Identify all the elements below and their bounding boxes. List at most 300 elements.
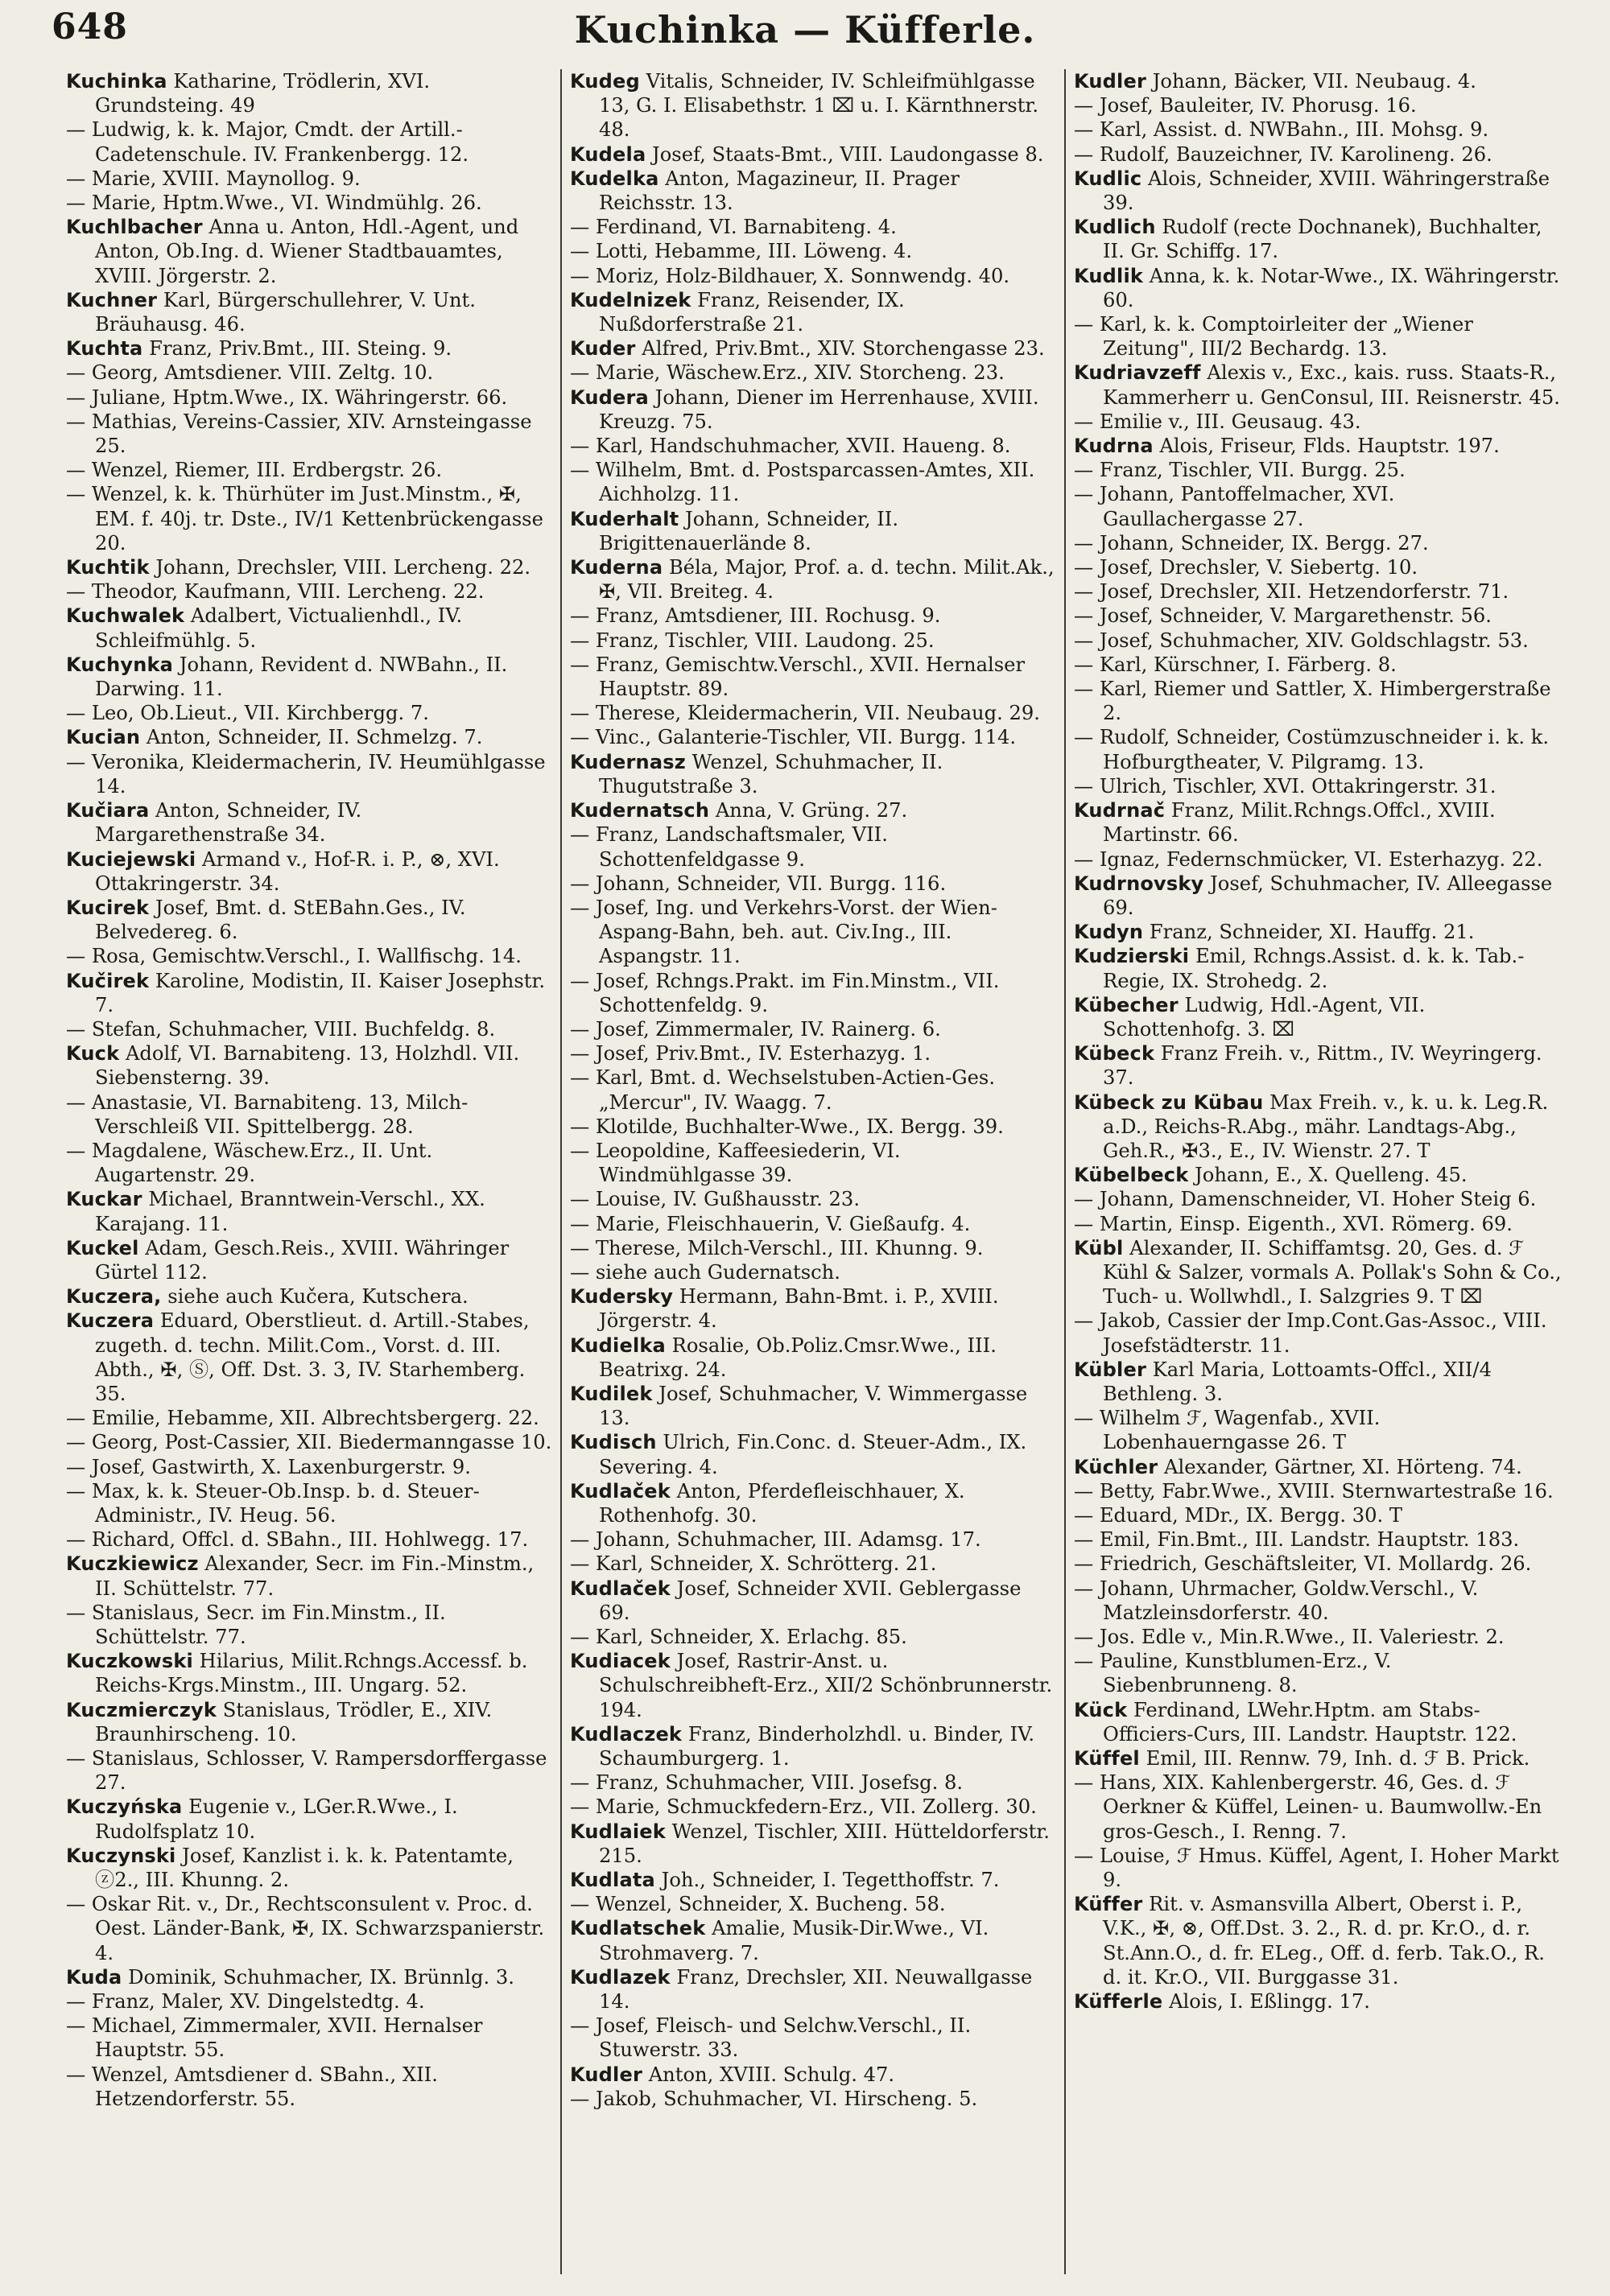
entry-surname: Kuckar (66, 1188, 142, 1211)
entry-details: Rosalie, Ob.Poliz.Cmsr.Wwe., III. Beatrixg. 24. (599, 1333, 997, 1381)
entry-surname: Kübelbeck (1074, 1164, 1189, 1187)
directory-entry (570, 142, 1056, 167)
directory-entry (1074, 93, 1562, 117)
directory-entry (66, 1795, 552, 1843)
directory-entry (66, 336, 552, 361)
directory-entry (66, 1090, 552, 1139)
page-number: 648 (52, 6, 128, 47)
entry-surname: Kuchta (66, 337, 143, 361)
entry-details: Wenzel, Schuhmacher, II. Thugutstraße 3. (599, 750, 943, 798)
entry-details: Anton, Pferdefleischhauer, X. Rothenhofg. 30. (599, 1479, 965, 1527)
entry-surname: Kudyn (1074, 921, 1144, 944)
entry-details: Ulrich, Fin.Conc. d. Steuer-Adm., IX. Severing. 4. (599, 1431, 1027, 1478)
directory-entry (66, 969, 552, 1017)
directory-entry (1074, 1187, 1562, 1211)
entry-details: — Marie, Schmuckfedern-Erz., VII. Zollerg. 30. (570, 1795, 1037, 1819)
directory-entry (570, 264, 1056, 288)
entry-details: Ferdinand, LWehr.Hptm. am Stabs-Officiers-Curs, III. Landstr. Hauptstr. 122. (1103, 1698, 1517, 1746)
entry-details: — Juliane, Hptm.Wwe., IX. Währingerstr. 66. (66, 385, 508, 409)
entry-details: — Friedrich, Geschäftsleiter, VI. Mollardg. 26. (1074, 1552, 1532, 1576)
entry-details: Joh., Schneider, I. Tegetthoffstr. 7. (661, 1869, 1000, 1892)
entry-details: — Leo, Ob.Lieut., VII. Kirchbergg. 7. (66, 702, 429, 725)
directory-entry (1074, 117, 1562, 142)
entry-details: — Louise, ℱ Hmus. Küffel, Agent, I. Hoher Markt 9. (1074, 1844, 1559, 1892)
directory-entry (1074, 1479, 1562, 1503)
entry-details: — Pauline, Kunstblumen-Erz., V. Siebenbrunneng. 8. (1074, 1650, 1392, 1697)
page-header: Kuchinka — Küfferle. (574, 8, 1036, 52)
directory-entry (66, 1989, 552, 2014)
entry-details: Adolf, VI. Barnabiteng. 13, Holzhdl. VII. Siebensterng. 39. (95, 1042, 520, 1090)
directory-entry (570, 822, 1056, 871)
directory-entry (570, 288, 1056, 336)
directory-entry (1074, 653, 1562, 677)
entry-details: — Karl, Handschuhmacher, XVII. Haueng. 8. (570, 435, 1011, 458)
directory-entry (66, 1139, 552, 1187)
entry-surname: Kudler (570, 2063, 642, 2086)
directory-entry (570, 239, 1056, 263)
entry-details: — Anastasie, VI. Barnabiteng. 13, Milch-Verschleiß VII. Spittelbergg. 28. (66, 1090, 469, 1138)
directory-entry (570, 1212, 1056, 1236)
directory-entry (570, 2087, 1056, 2111)
entry-details: — Karl, Bmt. d. Wechselstuben-Actien-Ges. „Mercur", IV. Waagg. 7. (570, 1066, 996, 1114)
directory-entry (570, 1284, 1056, 1333)
entry-details: Karl, Bürgerschullehrer, V. Unt. Bräuhausg. 46. (95, 288, 476, 336)
directory-entry (1074, 1041, 1562, 1090)
directory-entry (1074, 604, 1562, 628)
entry-details: — Wenzel, k. k. Thürhüter im Just.Minstm., ✠, EM. f. 40j. tr. Dste., IV/1 Kettenbrückengasse 20. (66, 483, 543, 554)
entry-details: — Moriz, Holz-Bildhauer, X. Sonnwendg. 40. (570, 264, 1010, 287)
entry-surname: Kudlik (1074, 264, 1144, 287)
entry-details: — Marie, Hptm.Wwe., VI. Windmühlg. 26. (66, 192, 482, 215)
directory-entry (66, 1017, 552, 1041)
directory-entry (1074, 1455, 1562, 1479)
entry-details: Hilarius, Milit.Rchngs.Accessf. b. Reichs-Krgs.Minstm., III. Ungarg. 52. (95, 1650, 528, 1697)
directory-entry (66, 288, 552, 336)
directory-entry (570, 725, 1056, 749)
directory-entry (66, 750, 552, 798)
directory-entry (66, 944, 552, 968)
directory-entry (1074, 1844, 1562, 1892)
entry-details: Josef, Kanzlist i. k. k. Patentamte, ⓩ2., III. Khunng. 2. (95, 1844, 514, 1892)
entry-surname: Kübecher (1074, 993, 1179, 1016)
directory-entry (66, 482, 552, 555)
directory-entry (66, 1406, 552, 1430)
entry-details: Alois, I. Eßlingg. 17. (1169, 1990, 1370, 2014)
directory-entry (1074, 1358, 1562, 1406)
directory-entry (1074, 215, 1562, 263)
entry-surname: Kuderna (570, 556, 663, 579)
entry-surname: Kudlaček (570, 1577, 671, 1600)
entry-surname: Kudelnizek (570, 288, 691, 311)
directory-entry (570, 1139, 1056, 1187)
directory-entry (1074, 920, 1562, 944)
directory-entry (1074, 1989, 1562, 2014)
directory-entry (66, 215, 552, 288)
entry-surname: Kübeck zu Kübau (1074, 1090, 1264, 1114)
entry-details: Alexander, Gärtner, XI. Hörteng. 74. (1164, 1455, 1522, 1478)
entry-details: — Johann, Damenschneider, VI. Hoher Steig 6. (1074, 1188, 1537, 1211)
entry-surname: Kuciejewski (66, 847, 196, 871)
directory-entry (66, 1236, 552, 1284)
entry-details: — Richard, Offcl. d. SBahn., III. Hohlwegg. 17. (66, 1528, 529, 1552)
entry-surname: Kück (1074, 1698, 1128, 1721)
entry-surname: Kuderhalt (570, 507, 679, 530)
directory-entry (570, 1382, 1056, 1430)
directory-entry (66, 458, 552, 482)
entry-surname: Kübler (1074, 1358, 1146, 1381)
directory-entry (570, 1333, 1056, 1382)
directory-entry (66, 1746, 552, 1795)
entry-surname: Kucirek (66, 896, 150, 919)
directory-entry (66, 701, 552, 725)
entry-details: Alois, Schneider, XVIII. Währingerstraße 39. (1103, 167, 1550, 215)
entry-details: — Ulrich, Tischler, XVI. Ottakringerstr. 31. (1074, 774, 1496, 798)
directory-entry (66, 1844, 552, 1892)
entry-details: — Josef, Ing. und Verkehrs-Vorst. der Wien-Aspang-Bahn, beh. aut. Civ.Ing., III. Aspangstr. 11. (570, 896, 997, 968)
directory-entry (1074, 1625, 1562, 1649)
directory-entry (1074, 1577, 1562, 1625)
directory-entry (570, 604, 1056, 628)
directory-entry (1074, 677, 1562, 725)
entry-surname: Kuckel (66, 1236, 139, 1259)
entry-details: Michael, Branntwein-Verschl., XX. Karajang. 11. (95, 1188, 485, 1235)
directory-entry (570, 507, 1056, 555)
entry-details: — Emilie v., III. Geusaug. 43. (1074, 410, 1361, 433)
entry-details: Franz, Priv.Bmt., III. Steing. 9. (149, 337, 452, 361)
directory-entry (1074, 1770, 1562, 1844)
directory-entry (570, 2063, 1056, 2087)
entry-details: — Klotilde, Buchhalter-Wwe., IX. Bergg. 39. (570, 1115, 1004, 1138)
entry-details: — Franz, Amtsdiener, III. Rochusg. 9. (570, 604, 941, 628)
entry-surname: Kuczkiewicz (66, 1552, 199, 1576)
entry-details: — Karl, k. k. Comptoirleiter der „Wiener Zeitung", III/2 Bechardg. 13. (1074, 313, 1473, 361)
entry-details: — Franz, Schuhmacher, VIII. Josefsg. 8. (570, 1771, 964, 1795)
directory-entry (570, 1770, 1056, 1795)
entry-surname: Kuda (66, 1965, 122, 1989)
entry-surname: Kučirek (66, 969, 150, 992)
directory-entry (1074, 167, 1562, 215)
entry-details: — Magdalene, Wäschew.Erz., II. Unt. Augartenstr. 29. (66, 1139, 433, 1187)
directory-entry (570, 1115, 1056, 1139)
directory-entry (66, 410, 552, 458)
directory-entry (570, 750, 1056, 798)
directory-entry (570, 629, 1056, 653)
entry-details: — Jos. Edle v., Min.R.Wwe., II. Valeriestr. 2. (1074, 1626, 1505, 1648)
entry-details: — Max, k. k. Steuer-Ob.Insp. b. d. Steuer-Administr., IV. Heug. 56. (66, 1479, 480, 1527)
directory-entry (66, 2014, 552, 2062)
directory-entry (570, 434, 1056, 458)
directory-entry (570, 458, 1056, 506)
entry-details: — Rosa, Gemischtw.Verschl., I. Wallfischg. 14. (66, 945, 522, 968)
entry-details: Johann, Schneider, II. Brigittenauerlände 8. (599, 507, 899, 554)
directory-entry (1074, 1090, 1562, 1164)
entry-details: Alois, Friseur, Flds. Hauptstr. 197. (1159, 435, 1500, 458)
directory-entry (1074, 1212, 1562, 1236)
entry-surname: Kudriavzeff (1074, 361, 1201, 385)
entry-surname: Kudlic (1074, 167, 1142, 190)
entry-details: Franz Freih. v., Rittm., IV. Weyringerg. 37. (1103, 1042, 1542, 1090)
entry-surname: Kudrnovsky (1074, 872, 1204, 895)
entry-details: — Karl, Schneider, X. Erlachg. 85. (570, 1626, 907, 1648)
directory-entry (570, 1041, 1056, 1066)
entry-details: — siehe auch Gudernatsch. (570, 1260, 840, 1284)
entry-details: Anna, k. k. Notar-Wwe., IX. Währingerstr. 60. (1103, 264, 1560, 311)
directory-entry (66, 798, 552, 847)
entry-details: Franz, Reisender, IX. Nußdorferstraße 21. (599, 288, 905, 336)
entry-surname: Kuczmierczyk (66, 1698, 217, 1721)
directory-entry (1074, 725, 1562, 773)
entry-details: — Lotti, Hebamme, III. Löweng. 4. (570, 240, 913, 263)
directory-entry (66, 1601, 552, 1649)
directory-entry (570, 1965, 1056, 2014)
directory-entry (570, 1430, 1056, 1478)
directory-entry (1074, 1406, 1562, 1454)
entry-details: Emil, Rchngs.Assist. d. k. k. Tab.-Regie, IX. Strohedg. 2. (1103, 945, 1525, 992)
directory-entry (570, 872, 1056, 896)
directory-entry (66, 1041, 552, 1090)
entry-details: — Martin, Einsp. Eigenth., XVI. Römerg. 69. (1074, 1212, 1513, 1235)
entry-surname: Kuczynski (66, 1844, 176, 1867)
entry-surname: Kudisch (570, 1431, 657, 1454)
directory-entry (66, 1430, 552, 1454)
directory-entry (1074, 1527, 1562, 1552)
entry-details: Katharine, Trödlerin, XVI. Grundsteing. 49 (95, 70, 431, 117)
entry-surname: Küffer (1074, 1893, 1143, 1916)
entry-details: — Stefan, Schuhmacher, VIII. Buchfeldg. 8. (66, 1017, 496, 1041)
entry-details: Anna u. Anton, Hdl.-Agent, und Anton, Ob.Ing. d. Wiener Stadtbauamtes, XVIII. Jörgerstr. 2. (95, 216, 519, 287)
directory-entry (1074, 774, 1562, 798)
entry-details: Armand v., Hof-R. i. P., ⊗, XVI. Ottakringerstr. 34. (95, 847, 500, 895)
entry-surname: Kuchinka (66, 70, 167, 93)
entry-surname: Kübeck (1074, 1042, 1155, 1066)
entry-details: Vitalis, Schneider, IV. Schleifmühlgasse 13, G. I. Elisabethstr. 1 ⌧ u. I. Kärnthnerstr. 48. (599, 70, 1039, 142)
entry-details: Max Freih. v., k. u. k. Leg.R. a.D., Reichs-R.Abg., mähr. Landtags-Abg., Geh.R., ✠3., E., IV. Wienstr. 27. T (1103, 1090, 1549, 1162)
directory-entry (66, 191, 552, 215)
directory-entry (66, 2063, 552, 2111)
entry-details: Ludwig, Hdl.-Agent, VII. Schottenhofg. 3. ⌧ (1103, 993, 1426, 1041)
directory-entry (66, 579, 552, 604)
entry-details: — Johann, Schneider, VII. Burgg. 116. (570, 872, 947, 895)
entry-surname: Kuck (66, 1042, 120, 1066)
entry-details: — Ignaz, Federnschmücker, VI. Esterhazyg. 22. (1074, 847, 1543, 871)
entry-details: Alexander, II. Schiffamtsg. 20, Ges. d. ℱ Kühl & Salzer, vormals A. Pollak's Sohn & Co., Tuch- u. Wollwhdl., I. Salzgries 9. T ⌧ (1103, 1236, 1562, 1309)
entry-details: — Emilie, Hebamme, XII. Albrechtsbergerg. 22. (66, 1407, 539, 1430)
directory-entry (66, 1892, 552, 1965)
entry-details: — Leopoldine, Kaffeesiederin, VI. Windmühlgasse 39. (570, 1139, 901, 1187)
entry-details: — Karl, Riemer und Sattler, X. Himbergerstraße 2. (1074, 678, 1551, 725)
entry-details: — Georg, Amtsdiener. VIII. Zeltg. 10. (66, 361, 434, 385)
directory-entry (1074, 555, 1562, 579)
directory-entry (1074, 629, 1562, 653)
entry-details: Franz, Schneider, XI. Hauffg. 21. (1149, 921, 1475, 944)
entry-details: Alexander, Secr. im Fin.-Minstm., II. Schüttelstr. 77. (95, 1552, 535, 1600)
directory-entry (1074, 410, 1562, 434)
entry-surname: Kudzierski (1074, 945, 1190, 968)
directory-entry (66, 1649, 552, 1697)
entry-details: — Stanislaus, Secr. im Fin.Minstm., II. Schüttelstr. 77. (66, 1601, 446, 1648)
entry-details: Karl Maria, Lottoamts-Offcl., XII/4 Bethleng. 3. (1103, 1358, 1492, 1405)
directory-entry (1074, 458, 1562, 482)
directory-entry (1074, 944, 1562, 992)
directory-entry (66, 361, 552, 385)
entry-details: — Rudolf, Bauzeichner, IV. Karolineng. 26. (1074, 142, 1492, 166)
entry-surname: Kuchynka (66, 653, 174, 676)
entry-surname: Kudernasz (570, 750, 686, 773)
directory-entry (570, 701, 1056, 725)
entry-details: — Josef, Priv.Bmt., IV. Esterhazyg. 1. (570, 1042, 931, 1066)
entry-details: — Josef, Rchngs.Prakt. im Fin.Minstm., VII. Schottenfeldg. 9. (570, 969, 1000, 1016)
entry-surname: Kudrna (1074, 435, 1154, 458)
entry-details: Wenzel, Tischler, XIII. Hütteldorferstr. 215. (599, 1820, 1050, 1867)
directory-entry (1074, 1746, 1562, 1770)
entry-details: — Veronika, Kleidermacherin, IV. Heumühlgasse 14. (66, 750, 546, 798)
entry-details: Hermann, Bahn-Bmt. i. P., XVIII. Jörgerstr. 4. (599, 1285, 999, 1333)
entry-surname: Kudielka (570, 1333, 666, 1357)
entry-surname: Kuczera, (66, 1285, 162, 1309)
directory-entry (1074, 434, 1562, 458)
entry-details: — Therese, Milch-Verschl., III. Khunng. 9. (570, 1236, 984, 1259)
entry-details: — Wenzel, Schneider, X. Bucheng. 58. (570, 1893, 946, 1916)
directory-entry (1074, 847, 1562, 872)
entry-surname: Kudrnač (1074, 799, 1166, 822)
entry-details: Alfred, Priv.Bmt., XIV. Storchengasse 23. (642, 337, 1045, 361)
directory-entry (1074, 579, 1562, 604)
entry-surname: Kuchner (66, 288, 158, 311)
directory-entry (66, 1479, 552, 1527)
directory-entry (570, 969, 1056, 1017)
entry-surname: Küfferle (1074, 1990, 1163, 2014)
entry-surname: Kuczkowski (66, 1650, 193, 1673)
entry-details: — Josef, Drechsler, XII. Hetzendorferstr. 71. (1074, 580, 1509, 604)
entry-surname: Kudlaiek (570, 1820, 666, 1843)
directory-entry (66, 1527, 552, 1552)
entry-details: — Wenzel, Riemer, III. Erdbergstr. 26. (66, 459, 443, 482)
directory-entry (66, 604, 552, 652)
entry-surname: Kübl (1074, 1236, 1124, 1259)
directory-entry (66, 1552, 552, 1600)
directory-entry (570, 167, 1056, 215)
directory-entry (1074, 69, 1562, 93)
entry-surname: Kudiacek (570, 1650, 671, 1673)
entry-surname: Kudlazek (570, 1965, 671, 1989)
directory-entry (66, 725, 552, 749)
entry-surname: Kudera (570, 385, 649, 409)
entry-surname: Kudeg (570, 70, 640, 93)
entry-surname: Kudlich (1074, 216, 1156, 239)
entry-surname: Kuczyńska (66, 1795, 183, 1819)
entry-surname: Kuchwalek (66, 604, 185, 628)
entry-details: Adam, Gesch.Reis., XVIII. Währinger Gürtel 112. (95, 1236, 510, 1284)
entry-details: — Betty, Fabr.Wwe., XVIII. Sternwartestraße 16. (1074, 1479, 1554, 1502)
entry-details: Josef, Staats-Bmt., VIII. Laudongasse 8. (652, 142, 1044, 166)
entry-details: Stanislaus, Trödler, E., XIV. Braunhirscheng. 10. (95, 1698, 493, 1746)
entry-surname: Kudela (570, 142, 646, 166)
entry-details: Anton, Schneider, II. Schmelzg. 7. (146, 726, 483, 749)
directory-entry (570, 1820, 1056, 1868)
entry-details: — Stanislaus, Schlosser, V. Rampersdorffergasse 27. (66, 1747, 547, 1795)
directory-entry (1074, 312, 1562, 361)
entry-details: — Georg, Post-Cassier, XII. Biedermanngasse 10. (66, 1431, 552, 1454)
entry-details: — Karl, Assist. d. NWBahn., III. Mohsg. 9. (1074, 118, 1489, 142)
entry-details: Amalie, Musik-Dir.Wwe., VI. Strohmaverg. 7. (599, 1917, 989, 1964)
entry-details: — Ludwig, k. k. Major, Cmdt. der Artill.-Cadetenschule. IV. Frankenbergg. 12. (66, 118, 469, 166)
entry-details: — Josef, Fleisch- und Selchw.Verschl., II. Stuwerstr. 33. (570, 2014, 972, 2062)
entry-details: Anton, Schneider, IV. Margarethenstraße 34. (95, 799, 362, 847)
entry-details: — Josef, Schuhmacher, XIV. Goldschlagstr. 53. (1074, 629, 1529, 652)
directory-entry (1074, 142, 1562, 167)
directory-entry (66, 385, 552, 410)
entry-details: Eugenie v., LGer.R.Wwe., I. Rudolfsplatz 10. (95, 1795, 458, 1843)
directory-entry (570, 798, 1056, 822)
entry-details: siehe auch Kučera, Kutschera. (167, 1285, 469, 1309)
entry-details: Béla, Major, Prof. a. d. techn. Milit.Ak., ✠, VII. Breiteg. 4. (599, 556, 1055, 604)
entry-details: Emil, III. Rennw. 79, Inh. d. ℱ B. Prick. (1146, 1747, 1530, 1770)
directory-entry (1074, 1163, 1562, 1187)
directory-entry (570, 1649, 1056, 1722)
entry-surname: Kuder (570, 337, 636, 361)
entry-details: — Johann, Uhrmacher, Goldw.Verschl., V. Matzleinsdorferstr. 40. (1074, 1577, 1479, 1624)
entry-details: — Eduard, MDr., IX. Bergg. 30. T (1074, 1503, 1402, 1527)
directory-entry (1074, 1309, 1562, 1357)
entry-details: — Marie, XVIII. Maynollog. 9. (66, 167, 361, 190)
entry-details: — Vinc., Galanterie-Tischler, VII. Burgg. 114. (570, 726, 1017, 749)
entry-details: — Franz, Tischler, VIII. Laudong. 25. (570, 629, 935, 652)
entry-details: Anna, V. Grüng. 27. (715, 799, 908, 822)
directory-entry (1074, 1503, 1562, 1527)
directory-entry (570, 385, 1056, 434)
entry-surname: Kuchlbacher (66, 216, 203, 239)
directory-entry (570, 1868, 1056, 1892)
directory-entry (66, 1965, 552, 1989)
entry-details: Dominik, Schuhmacher, IX. Brünnlg. 3. (128, 1965, 514, 1989)
directory-entry (570, 1187, 1056, 1211)
directory-entry (570, 1892, 1056, 1916)
entry-details: — Josef, Zimmermaler, IV. Rainerg. 6. (570, 1017, 941, 1041)
entry-surname: Kucian (66, 726, 141, 749)
entry-surname: Kučiara (66, 799, 150, 822)
directory-entry (1074, 1892, 1562, 1989)
directory-entry (1074, 264, 1562, 312)
directory-entry (66, 69, 552, 117)
entry-details: — Theodor, Kaufmann, VIII. Lercheng. 22. (66, 580, 485, 604)
entry-details: — Franz, Tischler, VII. Burgg. 25. (1074, 459, 1406, 482)
columns (58, 69, 1571, 2274)
directory-entry (570, 1795, 1056, 1819)
entry-details: — Michael, Zimmermaler, XVII. Hernalser Hauptstr. 55. (66, 2014, 483, 2062)
directory-entry (570, 1916, 1056, 1964)
entry-surname: Kudersky (570, 1285, 674, 1309)
entry-details: Johann, E., X. Quelleng. 45. (1195, 1164, 1468, 1187)
entry-details: Johann, Drechsler, VIII. Lercheng. 22. (155, 556, 531, 579)
entry-details: Rudolf (recte Dochnanek), Buchhalter, II. Gr. Schiffg. 17. (1103, 216, 1542, 263)
entry-details: Franz, Milit.Rchngs.Offcl., XVIII. Martinstr. 66. (1103, 799, 1496, 847)
directory-entry (66, 1284, 552, 1309)
entry-details: — Johann, Schneider, IX. Bergg. 27. (1074, 531, 1429, 554)
directory-entry (66, 167, 552, 191)
directory-entry (570, 1236, 1056, 1260)
directory-entry (66, 1698, 552, 1746)
entry-details: — Franz, Maler, XV. Dingelstedtg. 4. (66, 1990, 425, 2014)
entry-details: — Marie, Fleischhauerin, V. Gießaufg. 4. (570, 1212, 971, 1235)
directory-entry (570, 555, 1056, 604)
directory-entry (66, 1455, 552, 1479)
entry-details: — Franz, Gemischtw.Verschl., XVII. Hernalser Hauptstr. 89. (570, 653, 1026, 701)
directory-entry (1074, 872, 1562, 920)
directory-entry (66, 1309, 552, 1406)
directory-entry (1074, 993, 1562, 1041)
entry-surname: Kudlaček (570, 1479, 671, 1502)
entry-details: Josef, Schuhmacher, IV. Alleegasse 69. (1103, 872, 1553, 919)
